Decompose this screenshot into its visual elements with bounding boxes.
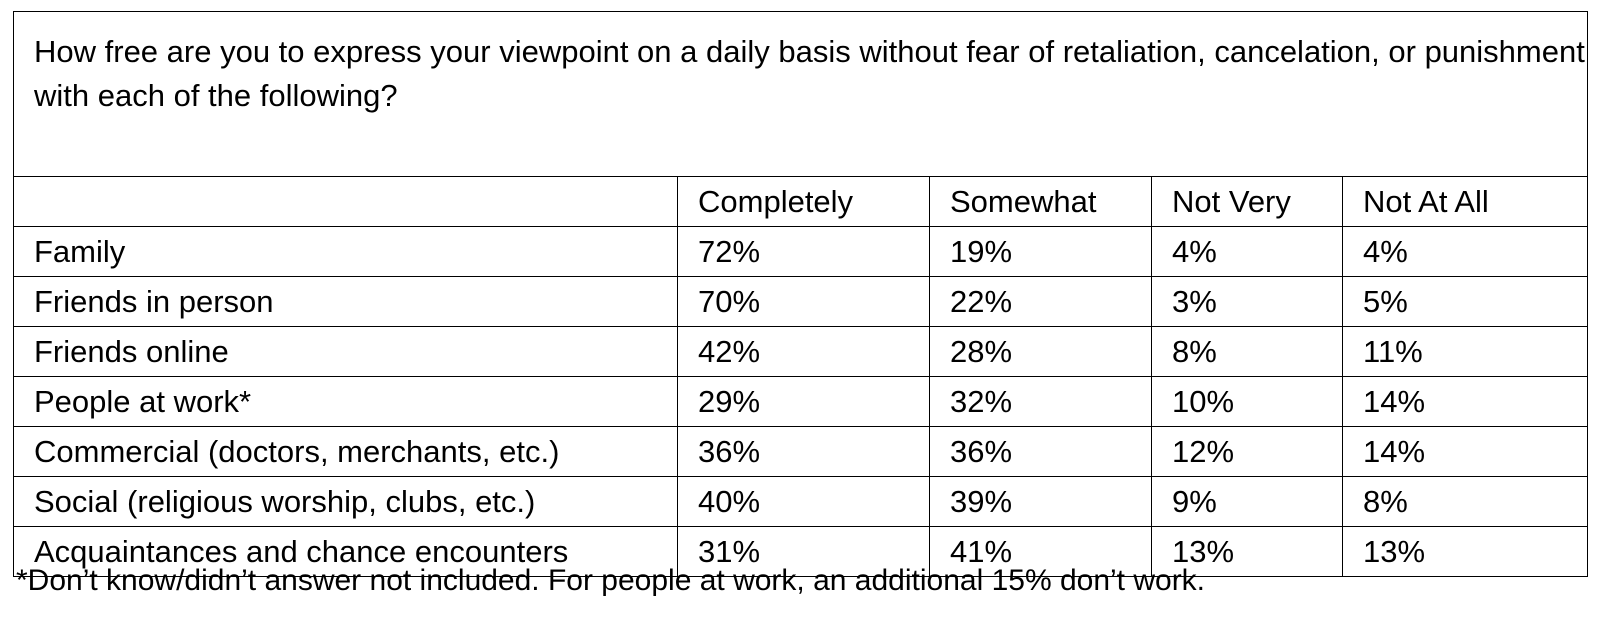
- value-cell: 11%: [1343, 327, 1588, 377]
- row-label: Commercial (doctors, merchants, etc.): [14, 427, 678, 477]
- column-header-not-very: Not Very: [1152, 177, 1343, 227]
- value-cell: 41%: [930, 527, 1152, 577]
- value-cell: 36%: [678, 427, 930, 477]
- value-cell: 9%: [1152, 477, 1343, 527]
- value-cell: 4%: [1343, 227, 1588, 277]
- value-cell: 29%: [678, 377, 930, 427]
- value-cell: 8%: [1152, 327, 1343, 377]
- question-row: [14, 12, 1588, 177]
- footnote: *Don’t know/didn’t answer not included. For people at work, an additional 15% don’t work.: [16, 564, 1206, 597]
- table-body: [14, 12, 1588, 577]
- value-cell: 72%: [678, 227, 930, 277]
- column-header-completely: Completely: [678, 177, 930, 227]
- value-cell: 42%: [678, 327, 930, 377]
- table-row: [14, 377, 1588, 427]
- table-row: [14, 427, 1588, 477]
- survey-results-table: [13, 11, 1588, 577]
- value-cell: 70%: [678, 277, 930, 327]
- row-label: Social (religious worship, clubs, etc.): [14, 477, 678, 527]
- value-cell: 13%: [1343, 527, 1588, 577]
- value-cell: 5%: [1343, 277, 1588, 327]
- value-cell: 4%: [1152, 227, 1343, 277]
- value-cell: 3%: [1152, 277, 1343, 327]
- value-cell: 31%: [678, 527, 930, 577]
- value-cell: 32%: [930, 377, 1152, 427]
- table-row: [14, 277, 1588, 327]
- column-header-somewhat: Somewhat: [930, 177, 1152, 227]
- table-row: [14, 477, 1588, 527]
- row-label: Friends in person: [14, 277, 678, 327]
- value-cell: 14%: [1343, 377, 1588, 427]
- row-label: Friends online: [14, 327, 678, 377]
- value-cell: 19%: [930, 227, 1152, 277]
- value-cell: 40%: [678, 477, 930, 527]
- row-label: Acquaintances and chance encounters: [14, 527, 678, 577]
- value-cell: 14%: [1343, 427, 1588, 477]
- value-cell: 22%: [930, 277, 1152, 327]
- value-cell: 39%: [930, 477, 1152, 527]
- value-cell: 36%: [930, 427, 1152, 477]
- column-header-row: [14, 177, 1588, 227]
- row-label: Family: [14, 227, 678, 277]
- row-label-header: [14, 177, 678, 227]
- table-row: [14, 227, 1588, 277]
- survey-question: How free are you to express your viewpoint on a daily basis without fear of retaliation, cancelation, or punishment with each of the following?: [14, 12, 1588, 177]
- row-label: People at work*: [14, 377, 678, 427]
- value-cell: 28%: [930, 327, 1152, 377]
- value-cell: 10%: [1152, 377, 1343, 427]
- value-cell: 13%: [1152, 527, 1343, 577]
- value-cell: 8%: [1343, 477, 1588, 527]
- table-row: [14, 327, 1588, 377]
- value-cell: 12%: [1152, 427, 1343, 477]
- column-header-not-at-all: Not At All: [1343, 177, 1588, 227]
